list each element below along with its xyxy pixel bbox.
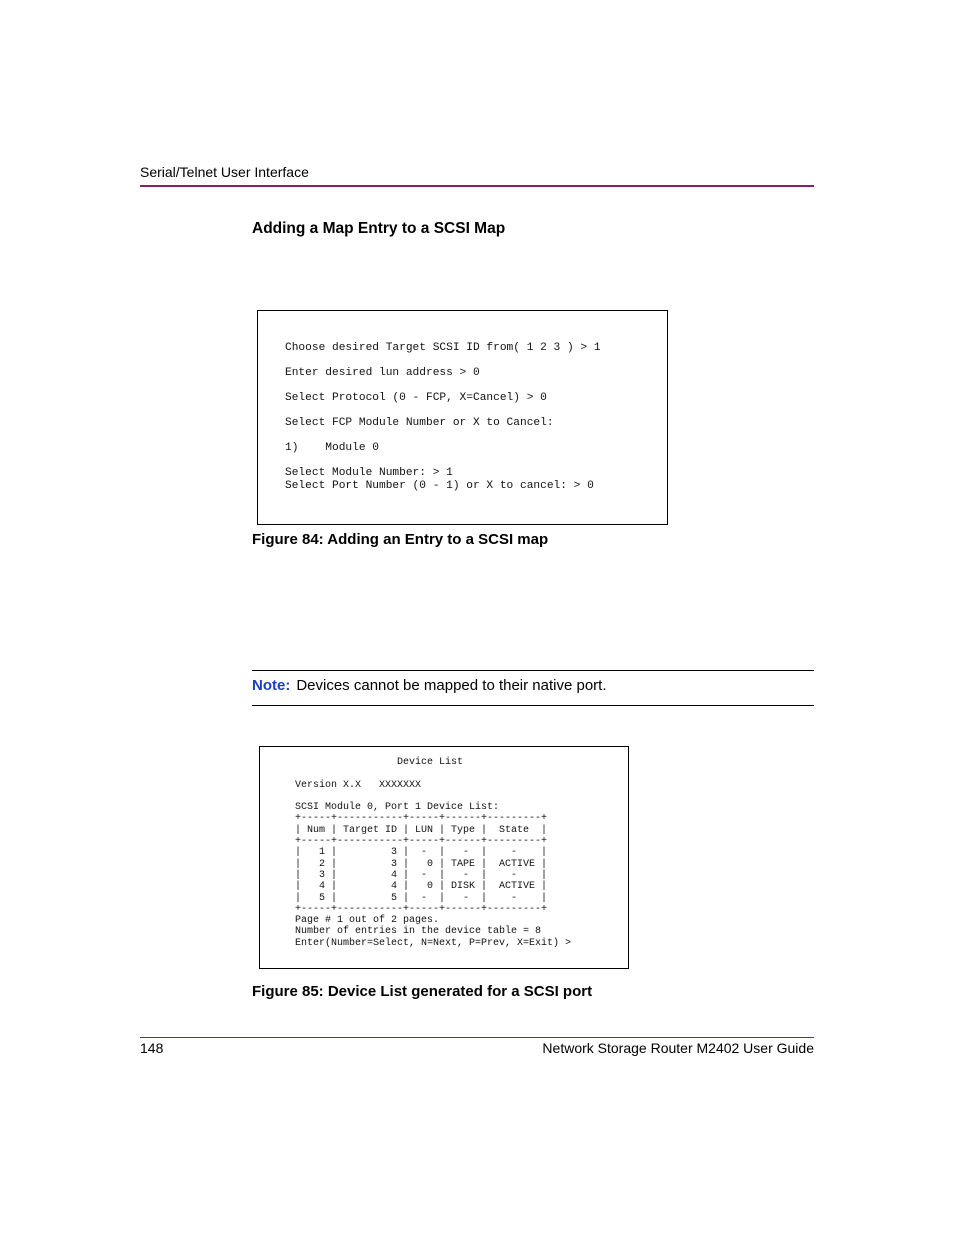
document-title: Network Storage Router M2402 User Guide — [542, 1040, 814, 1056]
note — [252, 676, 607, 696]
page-number: 148 — [140, 1040, 164, 1056]
note-rule-bottom — [252, 705, 814, 706]
footer-rule — [140, 1037, 814, 1038]
terminal-screenshot-map-entry — [257, 310, 668, 525]
header-rule — [140, 185, 814, 187]
figure-85-caption: Figure 85: Device List generated for a SCSI port — [252, 983, 593, 1000]
note-label: Note: — [252, 677, 291, 694]
figure-84-caption: Figure 84: Adding an Entry to a SCSI map — [252, 531, 549, 548]
section-heading: Adding a Map Entry to a SCSI Map — [252, 220, 506, 237]
note-text: Devices cannot be mapped to their native port. — [296, 677, 607, 694]
terminal-text: Choose desired Target SCSI ID from( 1 2 3 ) > 1 Enter desired lun address > 0 Select Protocol (0 - FCP, X=Cancel) > 0 Select FCP Module Number or X to Cancel: 1) Module 0 Select Module Number: > 1 Select Port Number (0 - 1) or X to cancel: > 0 — [285, 342, 601, 492]
running-head: Serial/Telnet User Interface — [140, 164, 309, 180]
terminal-screenshot-device-list — [259, 746, 629, 969]
terminal-text: Device List Version X.X XXXXXXX SCSI Module 0, Port 1 Device List: +-----+-----------+-----+------+---------+ | Num | Target ID | LUN | Type | State | +-----+-----------+-----+------+---------+ | 1 | 3 | - | - | - | | 2 | 3 | 0 | TAPE | ACTIVE | | 3 | 4 | - | - | - | | 4 | 4 | 0 | DISK | ACTIVE | | 5 | 5 | - | - | - | +-----+-----------+-----+------+---------+ Page # 1 out of 2 pages. Number of entries in the device table = 8 Enter(Number=Select, N=Next, P=Prev, X=Exit) > — [295, 757, 572, 949]
note-rule-top — [252, 670, 814, 671]
